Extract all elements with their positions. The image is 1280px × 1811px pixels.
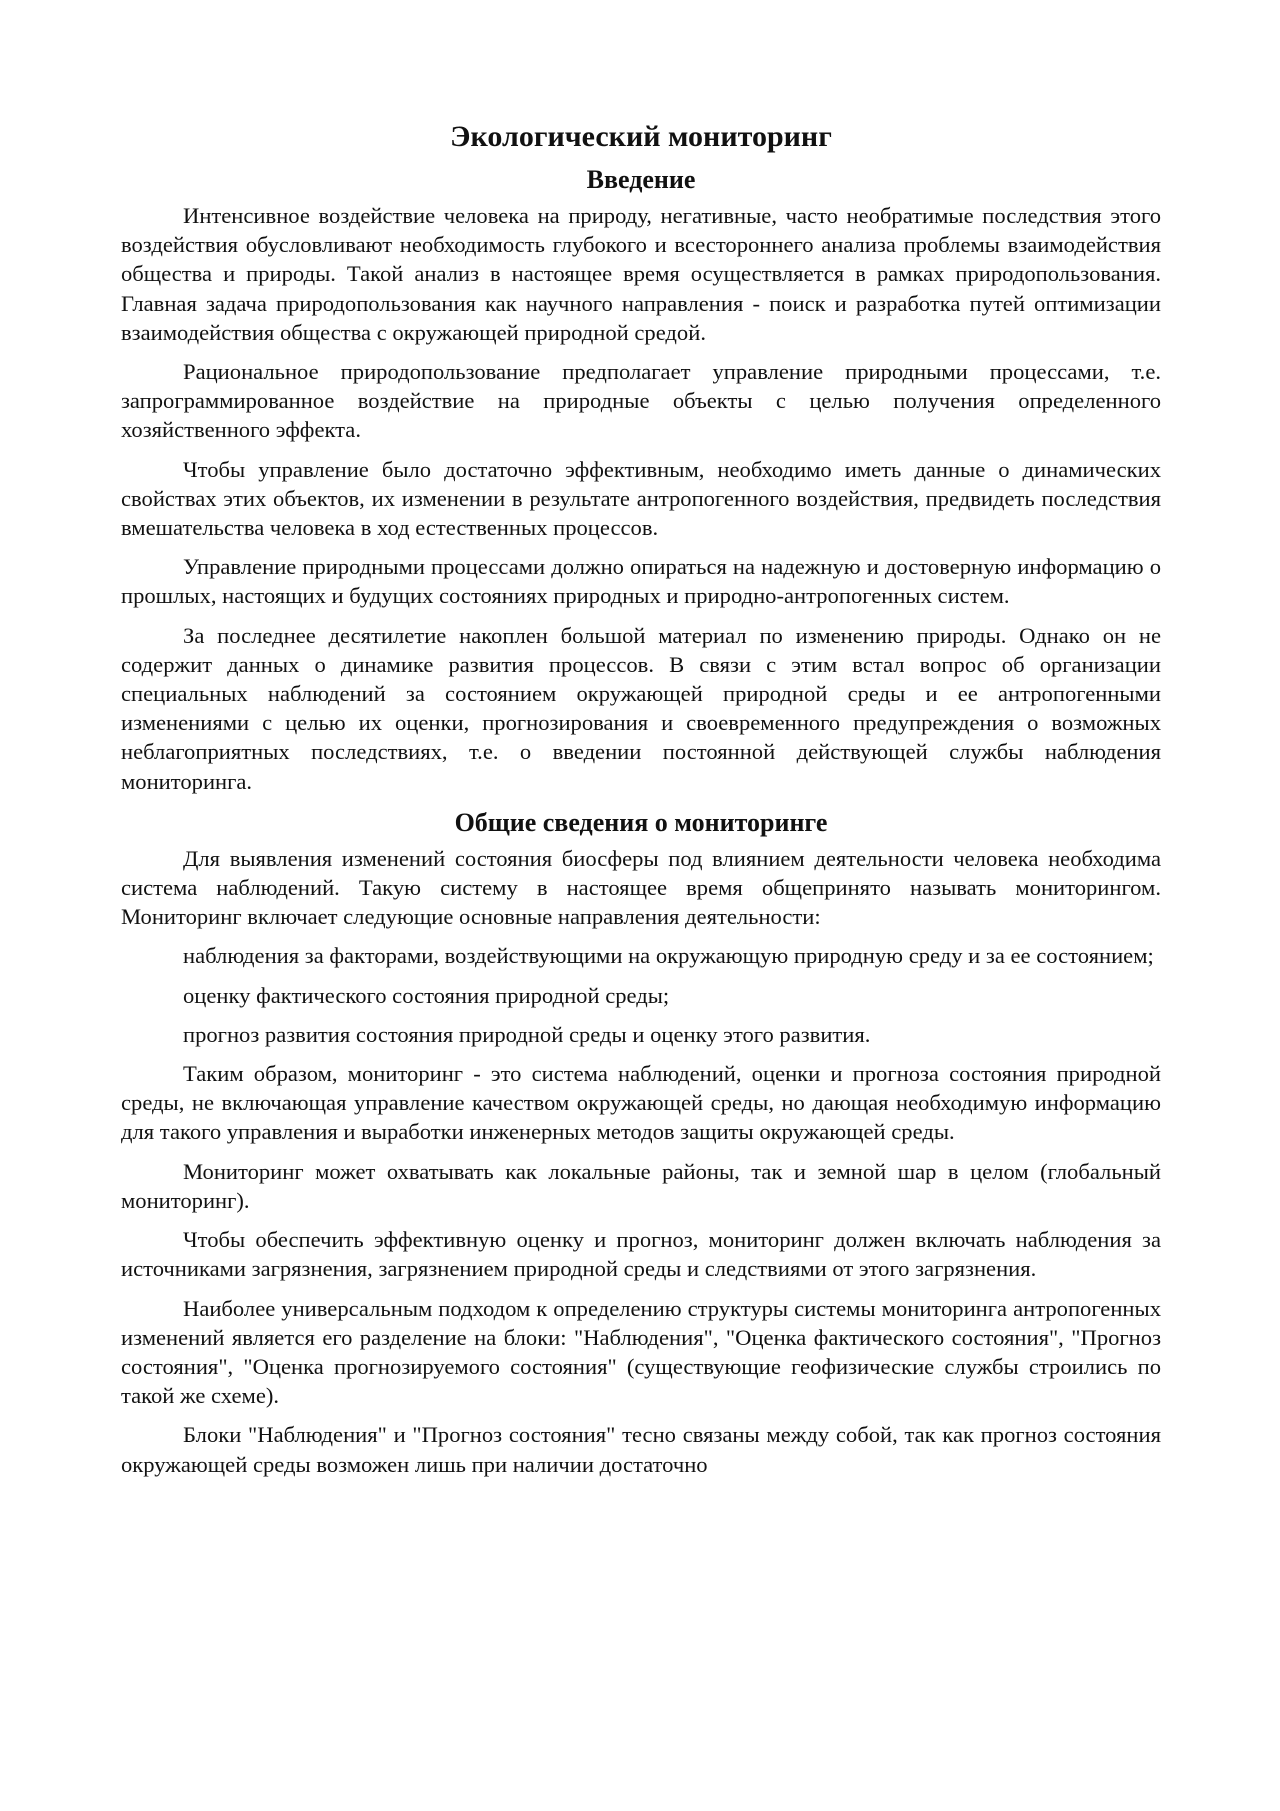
paragraph: Чтобы управление было достаточно эффективным, необходимо иметь данные о динамических свойствах этих объектов, их изменении в результате антропогенного воздействия, предвидеть последствия вмешательства человека в ход естественных процессов. [121, 456, 1161, 541]
paragraph: Управление природными процессами должно опираться на надежную и достоверную информацию о прошлых, настоящих и будущих состояниях природных и природно-антропогенных систем. [121, 554, 1161, 609]
paragraph: Мониторинг может охватывать как локальные районы, так и земной шар в целом (глобальный мониторинг). [121, 1158, 1161, 1213]
paragraph: За последнее десятилетие накоплен большой материал по изменению природы. Однако он не содержит данных о динамике развития процессов. В связи с этим встал вопрос об организации специальных наблюдений за состоянием окружающей природной среды и ее антропогенными изменениями с целью их оценки, прогнозирования и своевременного предупреждения о возможных неблагоприятных последствиях, т.е. о введении постоянной действующей службы наблюдения мониторинга. [121, 622, 1161, 794]
paragraph: Наиболее универсальным подходом к определению структуры системы мониторинга антропогенных изменений является его разделение на блоки: "Наблюдения", "Оценка фактического состояния", "Прогноз состояния", "Оценка прогнозируемого состояния" (существующие геофизические службы строились по такой же схеме). [121, 1295, 1161, 1409]
section-heading: Общие сведения о мониторинге [454, 807, 828, 837]
paragraph: Блоки "Наблюдения" и "Прогноз состояния" тесно связаны между собой, так как прогноз состояния окружающей среды возможен лишь при наличии достаточно [121, 1422, 1161, 1477]
document-page [121, 119, 1161, 1479]
paragraph: Для выявления изменений состояния биосферы под влиянием деятельности человека необходима система наблюдений. Такую систему в настоящее время общепринято называть мониторингом. Мониторинг включает следующие основные направления деятельности: [121, 845, 1161, 930]
paragraph: Чтобы обеспечить эффективную оценку и прогноз, мониторинг должен включать наблюдения за источниками загрязнения, загрязнением природной среды и следствиями от этого загрязнения. [121, 1227, 1161, 1282]
document-title: Экологический мониторинг [450, 120, 832, 153]
paragraph: Рациональное природопользование предполагает управление природными процессами, т.е. запрограммированное воздействие на природные объекты с целью получения определенного хозяйственного эффекта. [121, 359, 1161, 443]
list-item: прогноз развития состояния природной среды и оценку этого развития. [183, 1021, 871, 1047]
paragraph: Таким образом, мониторинг - это система наблюдений, оценки и прогноза состояния природной среды, не включающая управление качеством окружающей среды, но дающая необходимую информацию для такого управления и выработки инженерных методов защиты окружающей среды. [121, 1061, 1161, 1145]
list-item: оценку фактического состояния природной среды; [183, 982, 670, 1008]
section-introduction [121, 163, 1161, 796]
paragraph: Интенсивное воздействие человека на природу, негативные, часто необратимые последствия этого воздействия обусловливают необходимость глубокого и всестороннего анализа проблемы взаимодействия общества и природы. Такой анализ в настоящее время осуществляется в рамках природопользования. Главная задача природопользования как научного направления - поиск и разработка путей оптимизации взаимодействия общества с окружающей природной средой. [121, 203, 1161, 345]
section-monitoring-overview [121, 806, 1161, 1479]
section-heading: Введение [586, 165, 696, 194]
list-item: наблюдения за факторами, воздействующими на окружающую природную среду и за ее состоянием; [183, 943, 1154, 969]
